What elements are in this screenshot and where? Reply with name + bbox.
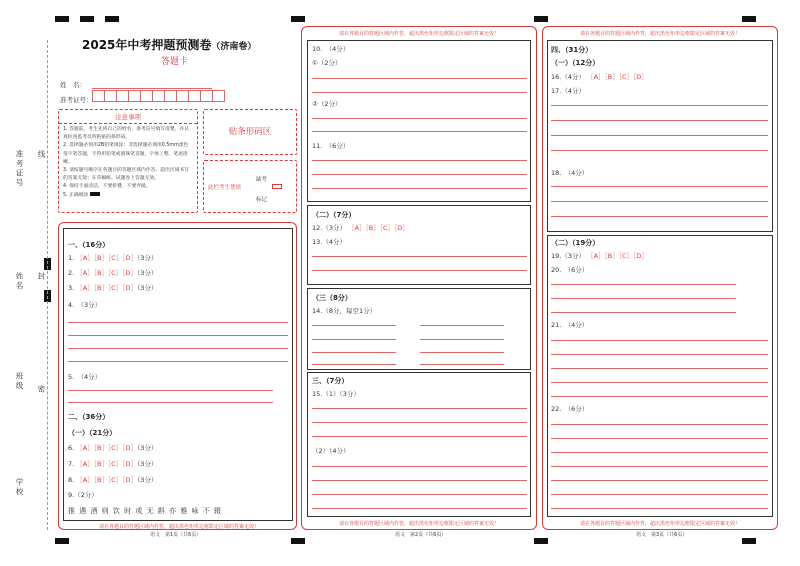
question-3: 3. ［A］［B］［C］［D］（3分） [68, 284, 158, 292]
panel-footer-note: 请在各题目的答题区域内作答，超出黑色矩形边框限定区域的答案无效！ [98, 524, 259, 530]
answer-line[interactable] [551, 424, 768, 425]
absent-box: 此栏考生禁填 缺考 标记 [203, 160, 297, 213]
answer-line[interactable] [68, 361, 288, 362]
panel-header-note: 请在各题目的答题区域内作答，超出黑色矩形边框限定区域的答案无效！ [338, 31, 499, 37]
answer-line[interactable] [68, 322, 288, 323]
choice-bubbles[interactable]: ［A］［B］［C］［D］ [76, 476, 137, 484]
answer-line[interactable] [551, 494, 768, 495]
question-10b: ②（2分） [312, 100, 342, 108]
answer-line[interactable] [312, 408, 527, 409]
question-11: 11. （6分） [312, 142, 350, 150]
page-footer: 语文 第3页（共6页） [636, 532, 688, 538]
question-8: 8. ［A］［B］［C］［D］（3分） [68, 476, 158, 484]
question-22: 22. （6分） [551, 405, 589, 413]
question-21: 21. （4分） [551, 321, 589, 329]
answer-line[interactable] [551, 120, 768, 121]
section-heading: 二、（36分） [68, 413, 110, 421]
subsection-heading: （一）（21分） [68, 429, 117, 437]
question-15b: （2）（4分） [312, 447, 350, 455]
answer-line[interactable] [312, 188, 527, 189]
filled-bubble-icon [90, 192, 100, 196]
answer-line[interactable] [551, 480, 768, 481]
answer-line[interactable] [551, 466, 768, 467]
question-17: 17.（4分） [551, 87, 585, 95]
question-20: 20. （6分） [551, 266, 589, 274]
answer-line[interactable] [312, 131, 527, 132]
question-15: 15.（1）（3分） [312, 390, 360, 398]
choice-bubbles[interactable]: ［A］［B］［C］［D］ [76, 269, 137, 277]
side-label-name: 姓名 [15, 272, 24, 291]
answer-line[interactable] [312, 508, 527, 509]
answer-line[interactable] [551, 201, 768, 202]
answer-line[interactable] [551, 312, 736, 313]
page-title: 2025年中考押题预测卷（济南卷） [82, 38, 257, 52]
timing-mark [55, 538, 69, 544]
answer-line[interactable] [551, 452, 768, 453]
answer-line[interactable] [312, 422, 527, 423]
page-footer: 语文 第2页（共6页） [395, 532, 447, 538]
id-grid[interactable] [93, 90, 225, 104]
answer-line[interactable] [312, 480, 527, 481]
answer-line[interactable] [312, 118, 527, 119]
answer-line[interactable] [420, 364, 504, 365]
answer-line[interactable] [312, 256, 527, 257]
question-2: 2. ［A］［B］［C］［D］（3分） [68, 269, 158, 277]
question-14: 14.（8分，每空1分） [312, 307, 377, 315]
absent-checkbox[interactable] [272, 184, 282, 189]
choice-bubbles[interactable]: ［A］［B］［C］［D］ [76, 444, 137, 452]
answer-line[interactable] [551, 340, 768, 341]
choice-bubbles[interactable]: ［A］［B］［C］［D］ [76, 284, 137, 292]
section-heading: 一、（16分） [68, 241, 110, 249]
note-item: 1. 答题前，考生先将自己的姓名，准考证号填写清楚，并认真检查监考员所粘贴的条形码。 [63, 127, 190, 141]
timing-mark [291, 16, 305, 22]
name-input-line[interactable] [92, 88, 212, 89]
notes-list [59, 124, 197, 202]
barcode-area: 贴条形码区 [203, 109, 297, 155]
id-label: 准考证号： [60, 96, 93, 104]
answer-line[interactable] [551, 150, 768, 151]
answer-line[interactable] [312, 466, 527, 467]
timing-mark [80, 16, 94, 22]
page-footer: 语文 第1页（共6页） [150, 532, 202, 538]
timing-mark [55, 16, 69, 22]
answer-line[interactable] [68, 402, 273, 403]
answer-line[interactable] [420, 339, 504, 340]
question-13: 13.（4分） [312, 238, 346, 246]
subsection-heading: （一）（12分） [551, 59, 600, 67]
answer-line[interactable] [551, 508, 768, 509]
question-5: 5. （4分） [68, 373, 102, 381]
answer-line[interactable] [551, 298, 736, 299]
answer-line[interactable] [312, 494, 527, 495]
panel-footer-note: 请在各题目的答题区域内作答，超出黑色矩形边框限定区域的答案无效！ [579, 521, 740, 527]
answer-line[interactable] [312, 270, 527, 271]
answer-line[interactable] [551, 438, 768, 439]
answer-line[interactable] [551, 135, 768, 136]
side-label-seal: 封 [37, 272, 46, 282]
side-label-secret: 密 [37, 385, 46, 395]
timing-mark [105, 16, 119, 22]
question-10: 10. （4分） [312, 45, 350, 53]
answer-line[interactable] [551, 396, 768, 397]
answer-line[interactable] [312, 78, 527, 79]
timing-mark [291, 538, 305, 544]
answer-line[interactable] [68, 390, 273, 391]
panel-footer-note: 请在各题目的答题区域内作答，超出黑色矩形边框限定区域的答案无效！ [338, 521, 499, 527]
answer-line[interactable] [312, 339, 396, 340]
subsection-heading: （二）（19分） [551, 239, 600, 247]
answer-line[interactable] [551, 105, 768, 106]
answer-line[interactable] [312, 436, 527, 437]
timing-mark [742, 16, 756, 22]
answer-line[interactable] [312, 92, 527, 93]
question-7: 7. ［A］［B］［C］［D］（3分） [68, 460, 158, 468]
side-label-line: 线 [37, 150, 46, 160]
choice-bubbles[interactable]: ［A］［B］［C］［D］ [587, 252, 648, 260]
question-19: 19.（3分） ［A］［B］［C］［D］ [551, 252, 648, 260]
question-9-text: 推 遇 酒 则 饮 时 或 无 斟 亦 雅 咏 不 辍 [68, 507, 222, 515]
question-12: 12.（3分） ［A］［B］［C］［D］ [312, 224, 409, 232]
answer-line[interactable] [68, 348, 288, 349]
timing-mark [534, 16, 548, 22]
note-item: 2. 选择题必须用2B铅笔填涂；非选择题必须用0.5mm黑色签字笔答题，不得用铅笔或圆珠笔答题，字体工整、笔迹清晰。 [63, 143, 189, 165]
question-16: 16.（4分） ［A］［B］［C］［D］ [551, 73, 648, 81]
answer-box-3a [547, 40, 773, 232]
side-label-id: 准考证号 [15, 150, 24, 188]
question-4: 4. （3分） [68, 301, 102, 309]
choice-bubbles[interactable]: ［A］［B］［C］［D］ [76, 254, 137, 262]
binding-line [47, 40, 48, 530]
answer-box-3b [547, 235, 773, 517]
subsection-heading: （三（8分） [312, 294, 352, 302]
question-6: 6. ［A］［B］［C］［D］（3分） [68, 444, 158, 452]
side-label-class: 班级 [15, 372, 24, 391]
question-10a: ①（2分） [312, 59, 342, 67]
answer-line[interactable] [312, 325, 396, 326]
name-label: 姓 名： [60, 81, 86, 89]
answer-line[interactable] [551, 216, 768, 217]
answer-line[interactable] [551, 284, 736, 285]
answer-line[interactable] [312, 160, 527, 161]
answer-line[interactable] [312, 352, 396, 353]
answer-line[interactable] [551, 368, 768, 369]
page-subtitle: 答题卡 [161, 57, 189, 67]
answer-line[interactable] [68, 335, 288, 336]
timing-mark [534, 538, 548, 544]
timing-mark [742, 538, 756, 544]
answer-line[interactable] [312, 364, 396, 365]
question-9: 9.（2分） [68, 491, 98, 499]
section-heading: 四、（31分） [551, 46, 593, 54]
side-label-school: 学校 [15, 478, 24, 497]
panel-header-note: 请在各题目的答题区域内作答，超出黑色矩形边框限定区域的答案无效！ [579, 31, 740, 37]
question-1: 1. ［A］［B］［C］［D］（3分） [68, 254, 158, 262]
subsection-heading: （二）（7分） [312, 211, 356, 219]
answer-line[interactable] [551, 382, 768, 383]
choice-bubbles[interactable]: ［A］［B］［C］［D］ [348, 224, 409, 232]
note-item: 5. 正确填涂 [63, 192, 193, 200]
notes-title: 注意事项 [59, 112, 197, 124]
answer-line[interactable] [551, 186, 768, 187]
section-heading: 三、（7分） [312, 377, 349, 385]
choice-bubbles[interactable]: ［A］［B］［C］［D］ [587, 73, 648, 81]
question-18: 18. （4分） [551, 169, 589, 177]
choice-bubbles[interactable]: ［A］［B］［C］［D］ [76, 460, 137, 468]
answer-line[interactable] [420, 325, 504, 326]
answer-line[interactable] [312, 174, 527, 175]
answer-line[interactable] [420, 352, 504, 353]
notes-box [58, 109, 198, 213]
answer-line[interactable] [551, 354, 768, 355]
note-item: 3. 请按题号顺序在各题目的答题区域内作答，超出区域书写的答案无效；在草稿纸、试题卷上答题无效。 [63, 168, 190, 182]
note-item: 4. 保持卡面清洁，不要折叠、不要弄破。 [63, 184, 151, 190]
